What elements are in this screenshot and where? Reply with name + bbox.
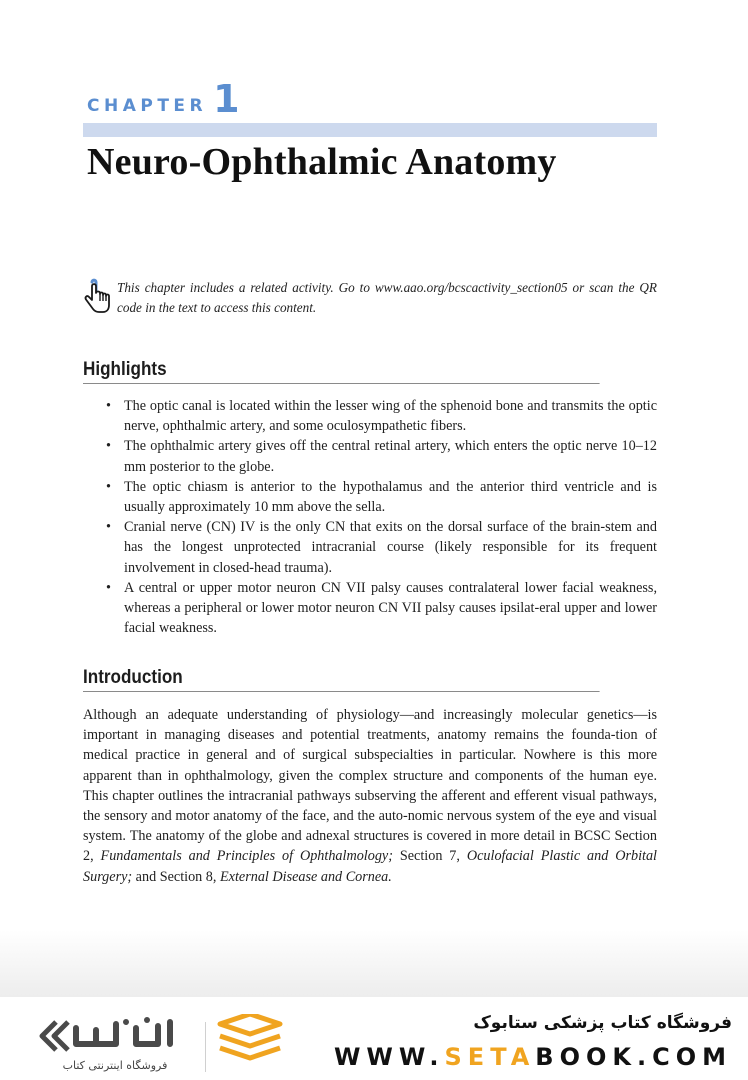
chapter-label [87, 77, 240, 121]
reference-title: External Disease and Cornea. [220, 868, 392, 885]
introduction-paragraph: Although an adequate understanding of physiology—and increasingly molecular genetics—is important in managing diseases and potential treatments, anatomy remains the founda-tion of medical practice in general and of surgical subspecialties in particular. Nowhere is this more apparent than in ophthalmology, given the complex structure and components of the human eye. This chapter outlines the intracranial pathways subserving the afferent and efferent visual pathways, the sensory and motor anatomy of the face, and the auto-nomic nervous system of the eye and visual system. The anatomy of the globe and adnexal structures is covered in more detail in BCSC Section 2, Fundamentals and Principles of Ophthalmology; Section 7, Oculofacial Plastic and Orbital Surgery; and Section 8, External Disease and Cornea. [83, 707, 658, 885]
logo-divider [205, 1022, 206, 1072]
list-item: • Cranial nerve (CN) IV is the only CN that exits on the dorsal surface of the brain-stem and has the longest unprotected intracranial course (likely responsible for its frequent involvement in closed-head trauma). [106, 519, 657, 576]
chapter-number: 1 [213, 77, 240, 121]
list-item-text: The optic chiasm is anterior to the hypothalamus and the anterior third ventricle and is usually approximately 10 mm above the sella. [124, 478, 657, 516]
title-accent-bar [83, 123, 657, 137]
chapter-title: Neuro-Ophthalmic Anatomy [87, 141, 557, 183]
page-bottom-shadow [0, 930, 748, 1000]
store-name: فروشگاه کتاب پزشکی ستابوک [473, 1013, 732, 1033]
activity-text: This chapter includes a related activity. Go to www.aao.org/bcscactivity_section05 or scan the QR code in the text to access this content. [117, 280, 657, 315]
list-item-text: Cranial nerve (CN) IV is the only CN that exits on the dorsal surface of the brain-stem and has the longest unprotected intracranial course (likely responsible for its frequent involvement in closed-head trauma). [124, 519, 657, 576]
reference-title: Fundamentals and Principles of Ophthalmology; [100, 848, 393, 865]
list-item: • The ophthalmic artery gives off the central retinal artery, which enters the optic nerve 10–12 mm posterior to the globe. [106, 438, 657, 475]
list-item: • The optic canal is located within the lesser wing of the sphenoid bone and transmits the optic nerve, ophthalmic artery, and some oculosympathetic fibers. [106, 398, 657, 435]
reference-title: Oculofacial Plastic and Orbital Surgery; [83, 848, 658, 885]
activity-note [83, 278, 657, 318]
logo-subtitle: فروشگاه اینترنتی کتاب [62, 1059, 168, 1072]
list-item-text: The optic canal is located within the lesser wing of the sphenoid bone and transmits the optic nerve, ophthalmic artery, and some oculosympathetic fibers. [124, 398, 657, 435]
highlights-heading: Highlights [83, 359, 600, 384]
pointing-hand-icon [83, 278, 113, 318]
list-item: • The optic chiasm is anterior to the hypothalamus and the anterior third ventricle and is usually approximately 10 mm above the sella. [106, 478, 657, 516]
store-url[interactable]: WWW.SETABOOK.COM [333, 1043, 732, 1071]
list-item-text: The ophthalmic artery gives off the central retinal artery, which enters the optic nerve 10–12 mm posterior to the globe. [124, 438, 657, 475]
list-item: • A central or upper motor neuron CN VII palsy causes contralateral lower facial weakness, whereas a peripheral or lower motor neuron CN VII palsy causes ipsilat-eral upper and lower facial weakness. [106, 579, 657, 637]
introduction-heading: Introduction [83, 667, 600, 692]
chapter-word: CHAPTER [87, 96, 208, 116]
list-item-text: A central or upper motor neuron CN VII palsy causes contralateral lower facial weakness, whereas a peripheral or lower motor neuron CN VII palsy causes ipsilat-eral upper and lower facial weakness. [124, 579, 657, 637]
highlights-list [105, 396, 657, 638]
